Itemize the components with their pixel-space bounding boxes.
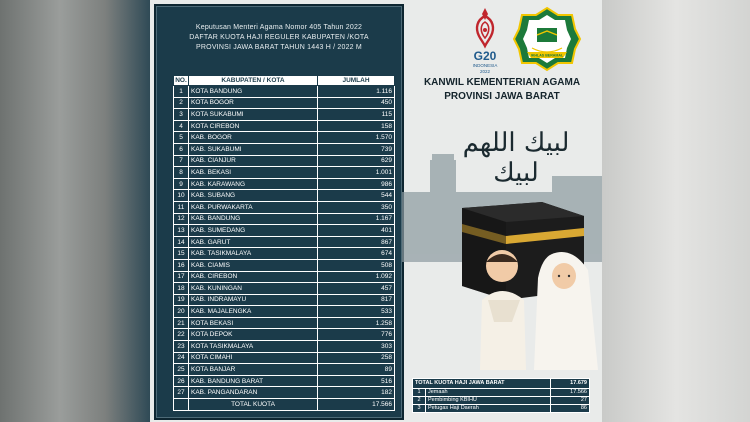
regency-city-name: KAB. BANDUNG BARAT <box>189 375 318 387</box>
quota-amount: 1.167 <box>318 213 395 225</box>
summary-row-label: Petugas Haji Daerah <box>426 405 551 413</box>
quota-amount: 115 <box>318 109 395 121</box>
talbiyah-calligraphy: لبيك اللهم لبيك <box>462 128 570 188</box>
summary-row-no: 3 <box>413 405 426 413</box>
regency-city-name: KAB. SUMEDANG <box>189 225 318 237</box>
table-row <box>174 375 395 387</box>
table-row <box>174 248 395 260</box>
row-number: 11 <box>174 201 189 213</box>
table-header-row <box>174 76 395 86</box>
table-row <box>174 317 395 329</box>
poster <box>150 0 602 422</box>
table-row <box>174 352 395 364</box>
regency-city-name: KAB. TASIKMALAYA <box>189 248 318 260</box>
summary-row <box>413 397 590 405</box>
summary-row-label: Pembimbing KBIHU <box>426 397 551 405</box>
header-no: NO. <box>175 77 187 84</box>
regency-city-name: KOTA TASIKMALAYA <box>189 341 318 353</box>
row-number: 13 <box>174 225 189 237</box>
header-regency-city: KABUPATEN / KOTA <box>189 76 318 86</box>
regency-city-name: KAB. KUNINGAN <box>189 283 318 295</box>
quota-amount: 867 <box>318 236 395 248</box>
table-row <box>174 294 395 306</box>
regency-city-name: KOTA BANDUNG <box>189 86 318 98</box>
regency-city-name: KAB. INDRAMAYU <box>189 294 318 306</box>
quota-amount: 544 <box>318 190 395 202</box>
row-number: 23 <box>174 341 189 353</box>
table-row <box>174 97 395 109</box>
decree-line: Keputusan Menteri Agama Nomor 405 Tahun 2022 <box>195 24 363 31</box>
regency-city-name: KAB. CIAMIS <box>189 259 318 271</box>
regency-city-name: KAB. BOGOR <box>189 132 318 144</box>
quota-amount: 516 <box>318 375 395 387</box>
row-number: 1 <box>174 86 189 98</box>
quota-amount: 258 <box>318 352 395 364</box>
total-label: TOTAL KUOTA <box>189 399 318 411</box>
row-number: 6 <box>174 143 189 155</box>
row-number: 15 <box>174 248 189 260</box>
quota-amount: 533 <box>318 306 395 318</box>
female-pilgrim-icon <box>534 252 598 370</box>
regency-city-name: KAB. BEKASI <box>189 167 318 179</box>
table-row <box>174 201 395 213</box>
quota-amount: 350 <box>318 201 395 213</box>
summary-row-label: Jemaah <box>426 389 551 397</box>
table-row <box>174 306 395 318</box>
row-number: 14 <box>174 236 189 248</box>
g20-emblem-icon <box>477 8 493 46</box>
quota-panel <box>156 6 402 418</box>
summary-row <box>413 405 590 413</box>
table-row <box>174 143 395 155</box>
quota-amount: 182 <box>318 387 395 399</box>
table-row <box>174 236 395 248</box>
quota-amount: 1.570 <box>318 132 395 144</box>
table-row <box>174 364 395 376</box>
quota-amount: 401 <box>318 225 395 237</box>
regency-city-name: KOTA DEPOK <box>189 329 318 341</box>
quota-amount: 739 <box>318 143 395 155</box>
row-number: 17 <box>174 271 189 283</box>
kanwil-title <box>412 76 592 104</box>
regency-city-name: KAB. PURWAKARTA <box>189 201 318 213</box>
row-number: 10 <box>174 190 189 202</box>
quota-amount: 508 <box>318 259 395 271</box>
table-row <box>174 259 395 271</box>
table-row <box>174 329 395 341</box>
kanwil-line2: PROVINSI JAWA BARAT <box>444 91 560 102</box>
table-row <box>174 283 395 295</box>
blurred-background-left <box>0 0 150 422</box>
table-row <box>174 86 395 98</box>
kemenag-logo <box>512 6 582 72</box>
regency-city-name: KOTA BEKASI <box>189 317 318 329</box>
row-number: 18 <box>174 283 189 295</box>
quota-amount: 986 <box>318 178 395 190</box>
total-value: 17.566 <box>318 399 395 411</box>
table-row <box>174 109 395 121</box>
row-number: 25 <box>174 364 189 376</box>
row-number: 22 <box>174 329 189 341</box>
row-number: 2 <box>174 97 189 109</box>
table-row <box>174 120 395 132</box>
summary-title: TOTAL KUOTA HAJI JAWA BARAT <box>413 379 551 389</box>
regency-city-name: KAB. MAJALENGKA <box>189 306 318 318</box>
summary-row <box>413 389 590 397</box>
g20-text: G20 <box>473 49 497 63</box>
panel-header <box>157 23 401 53</box>
row-number: 9 <box>174 178 189 190</box>
g20-indonesia-text: INDONESIA <box>472 63 498 68</box>
quota-amount: 303 <box>318 341 395 353</box>
summary-header-row <box>413 379 590 389</box>
summary-total-value: 17.679 <box>551 379 590 389</box>
quota-table <box>173 75 395 411</box>
table-row <box>174 155 395 167</box>
total-quota-summary <box>412 378 590 413</box>
row-number: 5 <box>174 132 189 144</box>
regency-city-name: KOTA SUKABUMI <box>189 109 318 121</box>
summary-row-value: 17.566 <box>551 389 590 397</box>
table-row <box>174 132 395 144</box>
summary-row-no: 2 <box>413 397 426 405</box>
summary-row-value: 86 <box>551 405 590 413</box>
regency-city-name: KAB. BANDUNG <box>189 213 318 225</box>
table-total-row <box>174 399 395 411</box>
row-number: 12 <box>174 213 189 225</box>
regency-city-name: KAB. GARUT <box>189 236 318 248</box>
province-year-line: PROVINSI JAWA BARAT TAHUN 1443 H / 2022 M <box>196 44 362 51</box>
quota-amount: 776 <box>318 329 395 341</box>
regency-city-name: KAB. CIANJUR <box>189 155 318 167</box>
row-number: 27 <box>174 387 189 399</box>
quota-amount: 1.258 <box>318 317 395 329</box>
quota-amount: 629 <box>318 155 395 167</box>
table-row <box>174 225 395 237</box>
quota-amount: 1.092 <box>318 271 395 283</box>
regency-city-name: KAB. SUBANG <box>189 190 318 202</box>
regency-city-name: KAB. PANGANDARAN <box>189 387 318 399</box>
g20-indonesia-logo <box>465 6 505 74</box>
row-number: 8 <box>174 167 189 179</box>
quota-amount: 158 <box>318 120 395 132</box>
quota-amount: 674 <box>318 248 395 260</box>
quota-amount: 1.116 <box>318 86 395 98</box>
regency-city-name: KOTA BOGOR <box>189 97 318 109</box>
quota-amount: 450 <box>318 97 395 109</box>
row-number: 21 <box>174 317 189 329</box>
row-number: 7 <box>174 155 189 167</box>
regency-city-name: KAB. KARAWANG <box>189 178 318 190</box>
regency-city-name: KAB. CIREBON <box>189 271 318 283</box>
table-row <box>174 167 395 179</box>
table-row <box>174 271 395 283</box>
kemenag-ribbon-text: IKHLAS BERAMAL <box>530 53 564 58</box>
table-row <box>174 190 395 202</box>
quota-amount: 1.001 <box>318 167 395 179</box>
g20-year-text: 2022 <box>479 69 491 74</box>
blurred-background-right <box>602 0 750 422</box>
summary-row-value: 27 <box>551 397 590 405</box>
regency-city-name: KOTA CIREBON <box>189 120 318 132</box>
row-number: 3 <box>174 109 189 121</box>
row-number: 26 <box>174 375 189 387</box>
row-number: 20 <box>174 306 189 318</box>
quota-amount: 817 <box>318 294 395 306</box>
hajj-illustration <box>402 150 602 370</box>
row-number: 19 <box>174 294 189 306</box>
kanwil-line1: KANWIL KEMENTERIAN AGAMA <box>423 77 581 88</box>
quota-amount: 89 <box>318 364 395 376</box>
table-row <box>174 178 395 190</box>
quota-amount: 457 <box>318 283 395 295</box>
table-row <box>174 341 395 353</box>
row-number: 24 <box>174 352 189 364</box>
summary-row-no: 1 <box>413 389 426 397</box>
regency-city-name: KOTA BANJAR <box>189 364 318 376</box>
row-number: 16 <box>174 259 189 271</box>
total-blank-cell <box>174 399 189 411</box>
list-title-line: DAFTAR KUOTA HAJI REGULER KABUPATEN /KOTA <box>189 34 369 41</box>
regency-city-name: KOTA CIMAHI <box>189 352 318 364</box>
header-amount: JUMLAH <box>318 76 395 86</box>
regency-city-name: KAB. SUKABUMI <box>189 143 318 155</box>
table-row <box>174 213 395 225</box>
quran-icon <box>537 28 557 42</box>
table-row <box>174 387 395 399</box>
row-number: 4 <box>174 120 189 132</box>
